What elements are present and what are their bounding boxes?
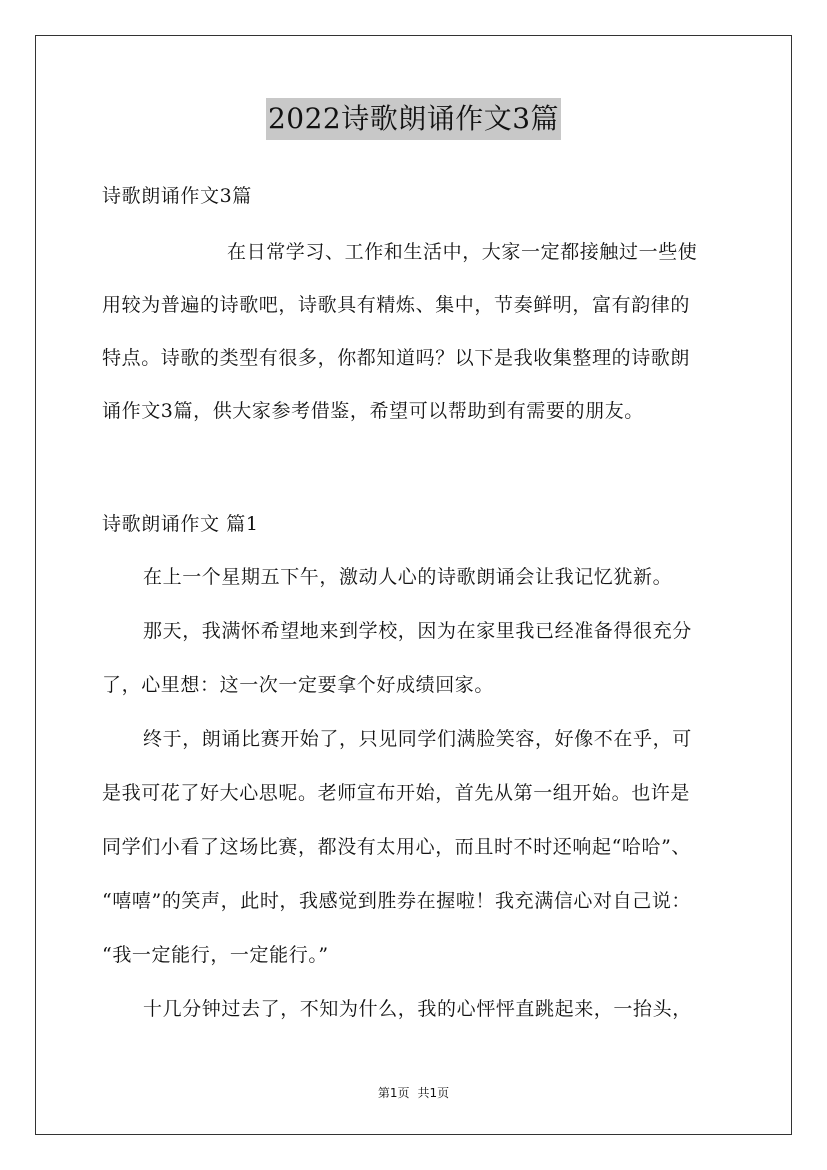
intro-line: 用较为普遍的诗歌吧，诗歌具有精炼、集中，节奏鲜明，富有韵律的 [102,294,691,316]
body-line: 那天，我满怀希望地来到学校，因为在家里我已经准备得很充分 [143,620,692,642]
page-footer [0,1084,827,1101]
section-heading: 诗歌朗诵作文 篇1 [102,513,259,535]
body-line: 了，心里想：这一次一定要拿个好成绩回家。 [102,674,495,696]
body-line: 终于，朗诵比赛开始了，只见同学们满脸笑容，好像不在乎，可 [143,728,692,750]
intro-line: 特点。诗歌的类型有很多，你都知道吗？以下是我收集整理的诗歌朗 [102,347,691,369]
body-line: 同学们小看了这场比赛，都没有太用心，而且时不时还响起“哈哈”、 [102,836,692,858]
body-line: “嘻嘻”的笑声，此时，我感觉到胜券在握啦！我充满信心对自己说： [102,890,692,912]
subtitle: 诗歌朗诵作文3篇 [102,185,252,207]
total-pages: 共1页 [417,1086,450,1100]
intro-line: 诵作文3篇，供大家参考借鉴，希望可以帮助到有需要的朋友。 [102,400,644,422]
document-title: 2022诗歌朗诵作文3篇 [266,98,561,140]
body-line: 是我可花了好大心思呢。老师宣布开始，首先从第一组开始。也许是 [102,782,691,804]
page-number: 第1页 [377,1086,410,1100]
title-container [0,98,827,140]
body-line: 十几分钟过去了，不知为什么，我的心怦怦直跳起来，一抬头， [143,998,692,1020]
body-line: “我一定能行，一定能行。” [102,944,329,966]
body-line: 在上一个星期五下午，激动人心的诗歌朗诵会让我记忆犹新。 [143,566,673,588]
intro-line: 在日常学习、工作和生活中，大家一定都接触过一些使 [227,241,698,263]
